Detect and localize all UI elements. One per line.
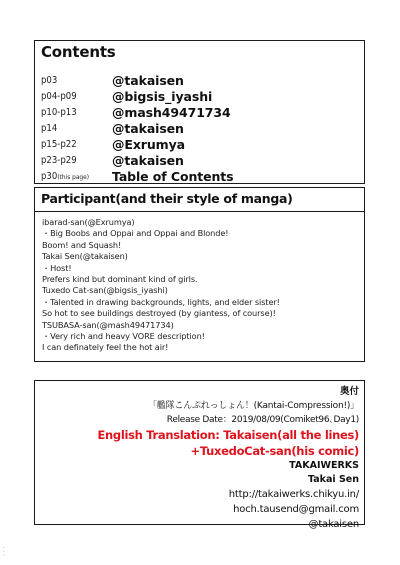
contents-list: [41, 72, 361, 184]
circle-name: TAKAIWERKS: [289, 460, 359, 471]
participants-title: Participant(and their style of manga): [41, 191, 293, 206]
contents-row: [41, 168, 361, 184]
contents-pages-note: (this page): [57, 172, 90, 181]
contents-row: [41, 136, 361, 152]
author-name: Takai Sen: [307, 474, 359, 485]
participant-line: TSUBASA-san(@mash49471734): [42, 319, 174, 330]
contents-author: @takaisen: [112, 120, 184, 136]
participant-line: ibarad-san(@Exrumya): [42, 217, 135, 227]
translation-credit: English Translation: Takaisen(all the lines): [97, 428, 359, 442]
colophon-text: [37, 385, 359, 532]
participant-line: Boom! and Squash!: [42, 239, 122, 250]
contents-author: @Exrumya: [112, 136, 185, 152]
contents-pages: p10-p13: [41, 106, 77, 118]
contents-pages: p03: [41, 74, 58, 86]
contents-author: @takaisen: [112, 152, 184, 168]
contents-author: @takaisen: [112, 72, 184, 88]
translation-credit-comic: +TuxedoCat-san(his comic): [190, 444, 359, 458]
participant-line: ・Host!: [42, 262, 72, 273]
colophon-box: [34, 380, 365, 530]
participant-line: I can definately feel the hot air!: [42, 342, 169, 353]
contents-pages: p14: [41, 122, 58, 134]
participants-box: [34, 187, 365, 362]
release-date: Release Date：2019/08/09(Comiket96､Day1): [166, 415, 359, 425]
contents-row: [41, 104, 361, 120]
participant-line: Prefers kind but dominant kind of girls.: [42, 273, 198, 284]
email-link[interactable]: hoch.tausend@gmail.com: [233, 504, 359, 515]
contents-pages-cell: [41, 171, 112, 182]
participant-line: ・Very rich and heavy VORE description!: [42, 330, 205, 341]
participants-divider: [35, 211, 364, 212]
participant-line: Takai Sen(@takaisen): [42, 251, 128, 262]
contents-pages: p30: [41, 170, 58, 182]
website-link[interactable]: http://takaiwerks.chikyu.in/: [228, 489, 359, 500]
book-title: 「艦隊こんぷれっしょん！(Kantai-Compression!)」: [148, 401, 359, 411]
contents-row: [41, 120, 361, 136]
contents-author: Table of Contents: [112, 168, 234, 184]
contents-row: [41, 152, 361, 168]
contents-pages: p15-p22: [41, 138, 77, 150]
twitter-handle[interactable]: @takaisen: [308, 519, 359, 530]
contents-box: [34, 40, 365, 184]
participant-line: ・Big Boobs and Oppai and Oppai and Blonde!: [42, 228, 229, 239]
participant-line: Tuxedo Cat-san(@bigsis_iyashi): [42, 285, 168, 296]
contents-author: @mash49471734: [112, 104, 231, 120]
contents-pages: p23-p29: [41, 154, 77, 166]
participant-line: So hot to see buildings destroyed (by giantess, of course)!: [42, 308, 276, 319]
colophon-heading: 奥付: [339, 386, 359, 397]
participant-line: ・Talented in drawing backgrounds, lights, and elder sister!: [42, 296, 280, 307]
contents-row: [41, 88, 361, 104]
contents-row: [41, 72, 361, 88]
printer-mark: • • •: [3, 545, 5, 557]
contents-pages: p04-p09: [41, 90, 77, 102]
participants-list: [42, 217, 360, 354]
contents-title: Contents: [41, 43, 116, 61]
contents-author: @bigsis_iyashi: [112, 88, 213, 104]
